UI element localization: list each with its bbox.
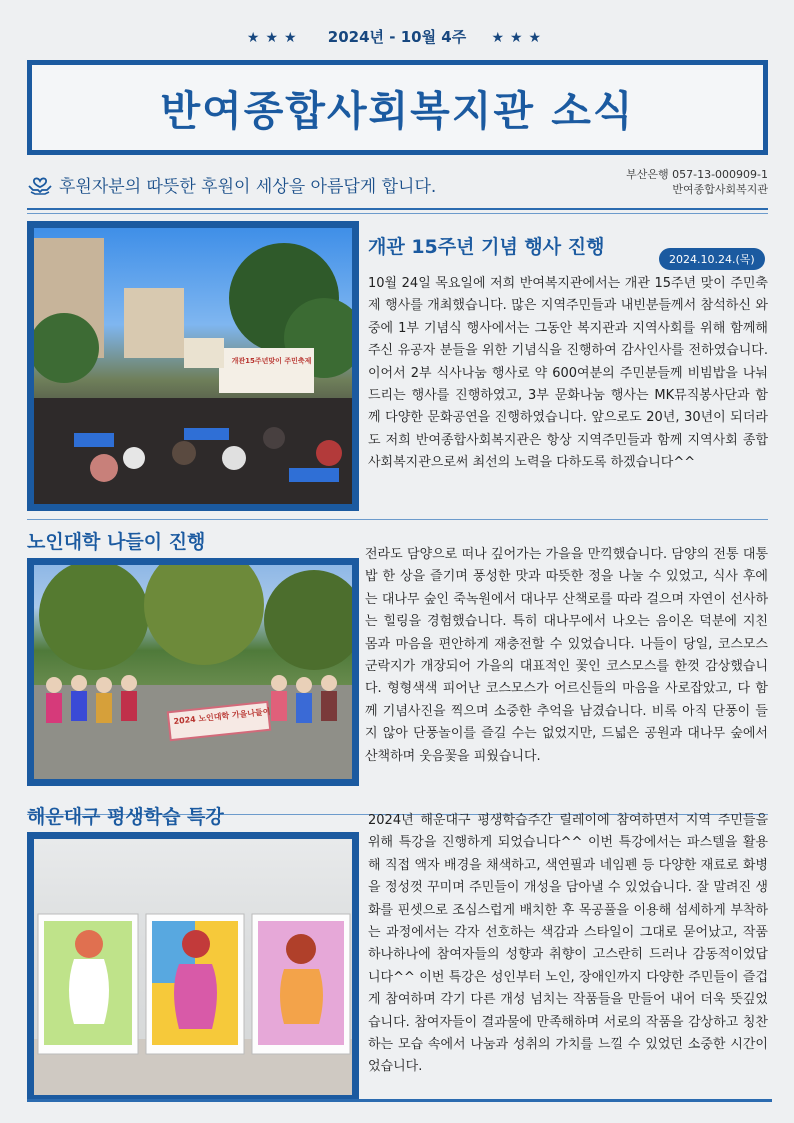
stars-left-icon: ★★★	[246, 30, 303, 46]
divider-1	[27, 519, 768, 520]
header-rule-thin	[27, 213, 768, 214]
bank-info	[626, 167, 768, 197]
outing-banner: 2024 노인대학 가을나들이	[173, 706, 271, 727]
slogan-text: 후원자분의 따뜻한 후원이 세상을 아름답게 합니다.	[59, 177, 437, 197]
anniversary-photo	[27, 221, 359, 511]
issue-date: 2024년 - 10월 4주	[327, 28, 467, 46]
lecture-photo	[27, 832, 359, 1102]
lecture-artworks	[34, 839, 352, 1095]
article-1-title: 개관 15주년 기념 행사 진행	[368, 236, 605, 258]
article-3-title: 해운대구 평생학습 특강	[27, 806, 224, 828]
article-2-body: 전라도 담양으로 떠나 깊어가는 가을을 만끽했습니다. 담양의 전통 대통밥 한 상을 즐기며 풍성한 맛과 따뜻한 정을 나눌 수 있었고, 식사 후에는 대나무 숲인 죽녹원에서 대나무 산책로를 따라 걸으며 자연이 선사하는 힐링을 경험했습니다. 특히 대나무에서 나오는 음이온 덕분에 지친 몸과 마음을 편안하게 재충전할 수 있었습니다. 나들이 당일, 코스모스 군락지가 개장되어 가을의 대표적인 꽃인 코스모스를 한껏 감상했습니다. 형형색색 피어난 코스모스가 어르신들의 마음을 사로잡았고, 다 함께 기념사진을 찍으며 소중한 추억을 남겼습니다. 비록 아직 단풍이 들지 않아 단풍놀이를 즐길 수는 없었지만, 드넓은 공원과 대나무 숲에서 산책하며 웃음꽃을 피웠습니다.	[365, 547, 768, 764]
newsletter-title: 반여종합사회복지관 소식	[160, 87, 635, 135]
article-1-date-badge: 2024.10.24.(목)	[659, 248, 765, 270]
article-1-body: 10월 24일 목요일에 저희 반여복지관에서는 개관 15주년 맞이 주민축제 행사를 개최했습니다. 많은 지역주민들과 내빈분들께서 참석하신 와중에 1부 기념식 행사에서는 그동안 복지관과 지역사회를 위해 함께해주신 유공자 분들을 위한 기념식을 진행하여 감사인사를 전하였습니다. 이어서 2부 식사나눔 행사로 약 600여분의 주민분들께 비빔밥을 나눠드리는 행사를 진행하였고, 3부 문화나눔 행사는 MK뮤직봉사단과 함께 다양한 문화공연을 진행하였습니다. 앞으로도 20년, 30년이 되더라도 저희 반여종합사회복지관은 항상 지역주민들과 함께 지역사회 종합사회복지관으로써 최선의 노력을 다하도록 하겠습니다^^	[368, 276, 768, 471]
stars-right-icon: ★★★	[491, 30, 548, 46]
anniversary-scene	[34, 228, 352, 504]
footer-rule	[27, 1099, 772, 1102]
header-rule	[27, 208, 768, 210]
bank-holder: 반여종합사회복지관	[672, 183, 768, 196]
heart-hands-icon	[27, 175, 53, 195]
outing-photo	[27, 558, 359, 786]
slogan	[27, 172, 436, 197]
bank-account: 부산은행 057-13-000909-1	[626, 168, 768, 181]
issue-date-line	[0, 26, 794, 47]
outing-scene	[34, 565, 352, 779]
newsletter-title-box	[27, 60, 768, 155]
article-3-body: 2024년 해운대구 평생학습주간 릴레이에 참여하면서 지역 주민들을 위해 특강을 진행하게 되었습니다^^ 이번 특강에서는 파스텔을 활용해 직접 액자 배경을 채색하고, 색연필과 네임펜 등 다양한 재료로 화병을 정성껏 꾸미며 주민들이 개성을 담아낼 수 있었습니다. 잘 말려진 생화를 핀셋으로 조심스럽게 배치한 후 목공풀을 이용해 섬세하게 부착하는 과정에서는 각자 선호하는 색감과 스타일이 그대로 묻어났고, 작품 하나하나에 참여자들의 성향과 취향이 고스란히 드러나 감동적이었답니다^^ 이번 특강은 성인부터 노인, 장애인까지 다양한 주민들이 즐겁게 참여하며 각기 다른 개성 넘치는 작품들을 만들어 내어 더욱 뜻깊었습니다. 참여자들이 결과물에 만족해하며 서로의 작품을 감상하고 칭찬하는 모습 속에서 나눔과 성취의 가치를 느낄 수 있었던 소중한 시간이었습니다.	[368, 813, 768, 1075]
anniversary-banner: 개관15주년맞이 주민축제	[231, 357, 312, 365]
article-2-title: 노인대학 나들이 진행	[27, 531, 206, 553]
